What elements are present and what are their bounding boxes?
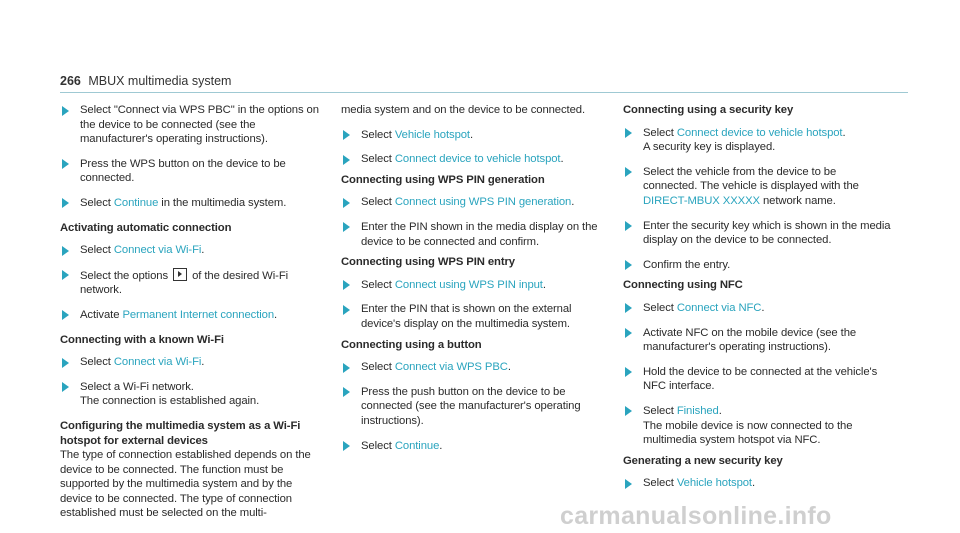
step-text: . xyxy=(201,244,205,257)
step-text: . xyxy=(842,126,846,139)
step-result: The connection is established again. xyxy=(80,395,260,408)
section-heading: Configuring the multimedia system as a Wi-Fi hotspot for external devices xyxy=(60,419,301,447)
bullet-arrow-icon xyxy=(625,328,632,338)
column-right xyxy=(623,103,893,501)
step-text: Select xyxy=(361,361,395,374)
step-text: . xyxy=(718,404,722,417)
bullet-arrow-icon xyxy=(343,387,350,397)
step-text: Select xyxy=(361,128,395,141)
bullet-arrow-icon xyxy=(62,310,69,320)
column-left xyxy=(60,103,322,531)
bullet-arrow-icon xyxy=(343,305,350,315)
menu-link-continue[interactable]: Continue xyxy=(113,196,159,209)
step-text: Enter the PIN that is shown on the external device's display on the multimedia system. xyxy=(361,303,572,330)
step-result: The mobile device is now connected to the multimedia system hotspot via NFC. xyxy=(643,419,853,447)
step-text: Confirm the entry. xyxy=(643,258,731,271)
step-text: Select the vehicle from the device to be connected. The vehicle is displayed with the xyxy=(643,165,859,193)
list-item xyxy=(623,165,893,209)
watermark: carmanualsonline.info xyxy=(560,502,832,530)
step-text: Enter the security key which is shown in the media display on the device to be connected. xyxy=(643,219,891,247)
bullet-arrow-icon xyxy=(625,406,632,416)
bullet-arrow-icon xyxy=(62,106,69,116)
step-text: of the desired Wi-Fi network. xyxy=(80,269,289,297)
section-heading: Connecting using NFC xyxy=(623,279,743,292)
list-item xyxy=(623,258,893,273)
step-text: Select xyxy=(643,404,677,417)
header-divider xyxy=(60,92,908,93)
page-number: 266 xyxy=(60,74,81,88)
list-item xyxy=(60,103,322,147)
step-text: Select xyxy=(80,244,114,257)
menu-link-connect-nfc[interactable]: Connect via NFC xyxy=(676,301,762,314)
list-item xyxy=(60,380,322,409)
menu-link-wps-pin-input[interactable]: Connect using WPS PIN input xyxy=(394,278,543,291)
menu-link-finished[interactable]: Finished xyxy=(676,404,719,417)
menu-link-connect-device[interactable]: Connect device to vehicle hotspot xyxy=(394,153,561,166)
step-text: Select xyxy=(643,477,677,490)
list-item xyxy=(341,302,599,331)
step-text: Select xyxy=(361,278,395,291)
list-item xyxy=(623,404,893,448)
options-arrow-icon xyxy=(173,268,187,281)
section-heading: Connecting using WPS PIN entry xyxy=(341,256,515,269)
list-item xyxy=(623,301,893,316)
step-text: Select a Wi-Fi network. xyxy=(80,380,194,393)
step-text: Press the push button on the device to be connected (see the manufacturer's operating instructions). xyxy=(361,385,581,427)
bullet-arrow-icon xyxy=(62,270,69,280)
step-text: Select xyxy=(643,126,677,139)
step-text: in the multimedia system. xyxy=(158,196,287,209)
section-heading: Activating automatic connection xyxy=(60,221,232,234)
list-item xyxy=(341,152,599,167)
list-item xyxy=(60,355,322,370)
list-item xyxy=(341,360,599,375)
list-item xyxy=(60,268,322,298)
step-text: Select xyxy=(80,356,114,369)
step-text: Activate NFC on the mobile device (see the manufacturer's operating instructions). xyxy=(643,326,857,354)
column-middle xyxy=(341,103,599,463)
bullet-arrow-icon xyxy=(625,260,632,270)
list-item xyxy=(623,326,893,355)
bullet-arrow-icon xyxy=(343,155,350,165)
step-text: Activate xyxy=(80,308,123,321)
list-item xyxy=(623,219,893,248)
list-item xyxy=(341,220,599,249)
step-text: Select xyxy=(361,439,395,452)
bullet-arrow-icon xyxy=(625,303,632,313)
bullet-arrow-icon xyxy=(343,130,350,140)
menu-link-connect-wifi[interactable]: Connect via Wi-Fi xyxy=(113,244,202,257)
step-text: Select xyxy=(361,153,395,166)
step-text: Select xyxy=(361,196,395,209)
step-text: . xyxy=(201,356,205,369)
page-header xyxy=(60,74,231,88)
list-item xyxy=(623,126,893,155)
step-text: Enter the PIN shown in the media display on the device to be connected and confirm. xyxy=(361,220,598,248)
bullet-arrow-icon xyxy=(343,363,350,373)
step-text: . xyxy=(571,196,575,209)
step-text: . xyxy=(439,439,443,452)
section-heading: Connecting with a known Wi-Fi xyxy=(60,333,224,346)
section-heading: Connecting using a button xyxy=(341,338,482,351)
menu-link-connect-wifi[interactable]: Connect via Wi-Fi xyxy=(113,356,202,369)
step-text: . xyxy=(560,153,564,166)
step-text: . xyxy=(751,477,756,490)
step-text: . xyxy=(469,128,474,141)
bullet-arrow-icon xyxy=(625,221,632,231)
step-text: Select "Connect via WPS PBC" in the options on the device to be connected (see the manufacturer's operating instructions). xyxy=(80,104,319,146)
step-text: Select xyxy=(80,196,114,209)
bullet-arrow-icon xyxy=(625,128,632,138)
step-result: A security key is displayed. xyxy=(643,141,776,154)
menu-link-vehicle-hotspot[interactable]: Vehicle hotspot xyxy=(394,128,470,141)
list-item xyxy=(623,365,893,394)
section-heading: Generating a new security key xyxy=(623,454,783,467)
network-name-label: DIRECT-MBUX XXXXX xyxy=(643,194,760,207)
bullet-arrow-icon xyxy=(62,159,69,169)
step-text: . xyxy=(274,308,278,321)
page-section-title: MBUX multimedia system xyxy=(88,74,232,88)
step-text: network name. xyxy=(759,194,836,207)
step-text: Press the WPS button on the device to be connected. xyxy=(80,157,286,185)
list-item xyxy=(60,243,322,258)
list-item xyxy=(341,385,599,429)
list-item xyxy=(341,128,599,143)
menu-link-wps-pbc[interactable]: Connect via WPS PBC xyxy=(394,361,508,374)
bullet-arrow-icon xyxy=(625,479,632,489)
section-heading: Connecting using WPS PIN generation xyxy=(341,173,545,186)
menu-link-permanent-internet[interactable]: Permanent Internet connection xyxy=(122,308,275,321)
step-text: Select xyxy=(643,301,677,314)
bullet-arrow-icon xyxy=(625,367,632,377)
bullet-arrow-icon xyxy=(343,222,350,232)
step-text: . xyxy=(761,301,765,314)
bullet-arrow-icon xyxy=(343,280,350,290)
step-text: . xyxy=(542,278,546,291)
body-paragraph: media system and on the device to be connected. xyxy=(341,104,585,116)
menu-link-continue[interactable]: Continue xyxy=(394,439,440,452)
body-paragraph: The type of connection established depends on the device to be connected. The function must be supported by the multimedia system and by the device to be connected. The type of connection established must be selected on the multi- xyxy=(60,449,311,520)
step-text: Select the options xyxy=(80,269,172,282)
list-item xyxy=(60,157,322,186)
section-heading: Connecting using a security key xyxy=(623,104,794,116)
step-text: . xyxy=(507,361,511,374)
menu-link-wps-pin-generation[interactable]: Connect using WPS PIN generation xyxy=(394,196,572,209)
bullet-arrow-icon xyxy=(62,382,69,392)
list-item xyxy=(623,476,893,491)
list-item xyxy=(341,278,599,293)
bullet-arrow-icon xyxy=(62,358,69,368)
list-item xyxy=(60,196,322,211)
list-item xyxy=(341,195,599,210)
bullet-arrow-icon xyxy=(343,198,350,208)
list-item xyxy=(341,439,599,454)
step-text: Hold the device to be connected at the vehicle's NFC interface. xyxy=(643,365,878,393)
menu-link-vehicle-hotspot[interactable]: Vehicle hotspot xyxy=(676,477,752,490)
list-item xyxy=(60,308,322,323)
bullet-arrow-icon xyxy=(625,167,632,177)
bullet-arrow-icon xyxy=(62,198,69,208)
bullet-arrow-icon xyxy=(343,441,350,451)
bullet-arrow-icon xyxy=(62,246,69,256)
menu-link-connect-device[interactable]: Connect device to vehicle hotspot xyxy=(676,126,843,139)
